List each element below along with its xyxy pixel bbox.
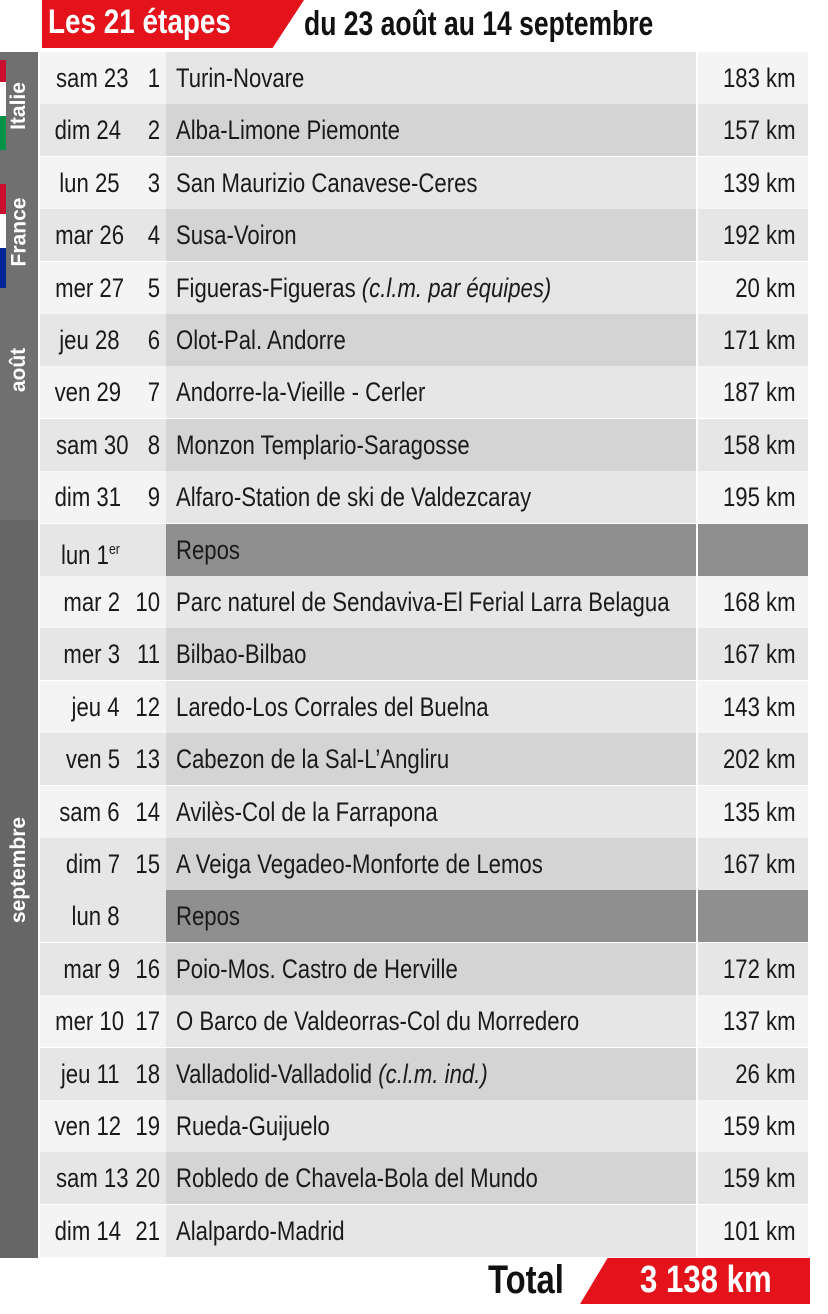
table-row [40, 419, 808, 471]
stage-route-text: Valladolid-Valladolid [176, 1058, 379, 1089]
stage-route-text: Figueras-Figueras [176, 272, 362, 303]
stage-date-text: ven 5 [65, 744, 120, 775]
stage-route-wrap [176, 104, 400, 156]
stage-date [40, 262, 125, 314]
stage-date-text: sam 13 [55, 1163, 129, 1194]
rest-row [40, 890, 808, 942]
stage-date [40, 471, 120, 523]
stage-route-text: San Maurizio Canavese-Ceres [176, 167, 478, 198]
stage-route-text: Repos [176, 534, 240, 565]
stage-number [126, 262, 160, 314]
stage-number [126, 52, 160, 104]
stage-route-text: Alba-Limone Piemonte [176, 115, 400, 146]
stage-distance [700, 209, 796, 261]
table-row [40, 786, 808, 838]
stage-number-text: 15 [135, 849, 160, 879]
stage-route-text: Repos [176, 901, 240, 932]
stage-number [126, 1205, 160, 1257]
stage-date-text: jeu 11 [61, 1058, 120, 1089]
label-france: France [7, 197, 30, 267]
header [0, 0, 828, 50]
table-row [40, 104, 808, 156]
stage-date [40, 1048, 120, 1100]
stage-distance [700, 576, 796, 628]
page-subtitle: du 23 août au 14 septembre [304, 5, 654, 43]
stage-number [126, 1152, 160, 1204]
stage-distance [700, 786, 796, 838]
stage-route-text: Cabezon de la Sal-L’Angliru [176, 744, 450, 775]
stage-distance [700, 733, 796, 785]
stage-number [126, 524, 160, 576]
stage-distance-text: 167 km [723, 639, 796, 670]
label-aout: août [7, 347, 31, 393]
stage-distance-text: 159 km [723, 1163, 796, 1194]
stage-number-text: 6 [147, 325, 160, 355]
stage-date-text: lun 25 [59, 167, 120, 198]
stage-number-text: 11 [137, 639, 160, 670]
stage-date-text: ven 29 [54, 377, 122, 408]
stage-date-text: mar 9 [63, 953, 120, 984]
stage-date-text: jeu 28 [59, 325, 120, 355]
stage-number-text: 16 [135, 953, 160, 984]
stage-route-text: Poio-Mos. Castro de Herville [176, 953, 458, 984]
table-row [40, 262, 808, 314]
table-row [40, 733, 808, 785]
stage-route-wrap [176, 943, 458, 995]
stage-date [40, 104, 120, 156]
stage-date-text: lun 8 [71, 901, 120, 932]
table-row [40, 366, 808, 418]
stage-route-wrap [176, 262, 551, 314]
stage-route [176, 943, 696, 995]
stage-number [126, 786, 160, 838]
stage-route-wrap [176, 209, 297, 261]
stage-number [126, 471, 160, 523]
stage-route-wrap [176, 1048, 488, 1100]
stage-route [176, 1048, 696, 1100]
stage-distance [700, 262, 796, 314]
stage-distance [700, 524, 796, 576]
stage-route-text: Avilès-Col de la Farrapona [176, 796, 438, 827]
stage-date [40, 1100, 120, 1152]
stage-number [126, 890, 160, 942]
stage-date-text: jeu 4 [71, 691, 120, 722]
stage-date-text: sam 30 [55, 429, 129, 460]
side-label-septembre [0, 790, 38, 950]
stage-number-text: 19 [135, 1111, 160, 1141]
stage-date-wrap [61, 524, 120, 581]
side-label-france [0, 182, 38, 282]
table-row [40, 1152, 808, 1204]
stage-route-text: Alalpardo-Madrid [176, 1215, 345, 1246]
stage-date [40, 890, 120, 942]
stage-route-wrap [176, 576, 670, 628]
stage-date [40, 209, 125, 261]
stage-date-text: sam 23 [55, 63, 129, 93]
stage-date-text: mar 26 [55, 220, 125, 251]
stage-date [40, 1205, 120, 1257]
table-row [40, 157, 808, 209]
table-row [40, 995, 808, 1047]
table-row [40, 681, 808, 733]
stage-number-text: 10 [135, 587, 160, 617]
stage-number-text: 7 [147, 377, 160, 408]
stage-route-wrap [176, 628, 306, 680]
stage-distance [700, 681, 796, 733]
stage-date [40, 524, 120, 576]
stage-distance-text: 26 km [735, 1058, 796, 1089]
stage-number-text: 9 [147, 482, 160, 513]
stage-number-text: 12 [135, 691, 160, 722]
stage-distance-text: 157 km [723, 115, 796, 146]
stage-route-text: Rueda-Guijuelo [176, 1111, 330, 1141]
stage-date-text: dim 7 [65, 849, 120, 879]
stage-route-text: Olot-Pal. Andorre [176, 325, 346, 355]
stage-route-wrap [176, 786, 438, 838]
stage-route-wrap [176, 838, 543, 890]
stage-date [40, 786, 120, 838]
stage-date-text: lun 1 [61, 539, 110, 570]
table-row [40, 943, 808, 995]
stage-route-text: Turin-Novare [176, 63, 305, 93]
stage-number [126, 104, 160, 156]
stage-date-text: dim 14 [54, 1215, 122, 1246]
stage-route-wrap [176, 419, 470, 471]
stage-route [176, 366, 696, 418]
stage-date [40, 628, 120, 680]
stage-date-text: dim 24 [54, 115, 122, 146]
stage-route [176, 1100, 696, 1152]
stage-route [176, 524, 696, 576]
stage-route [176, 1205, 696, 1257]
stage-date [40, 52, 129, 104]
stage-number [126, 681, 160, 733]
table-row [40, 576, 808, 628]
stage-route-wrap [176, 1100, 330, 1152]
table-row [40, 628, 808, 680]
stage-distance-text: 158 km [723, 429, 796, 460]
stage-number [126, 1048, 160, 1100]
stage-number-text: 3 [147, 167, 160, 198]
stage-date-sup: er [109, 540, 120, 558]
side-label-italie [0, 60, 38, 152]
stage-date [40, 314, 120, 366]
stage-route [176, 838, 696, 890]
total-label: Total [488, 1258, 564, 1302]
stage-distance-text: 167 km [723, 849, 796, 879]
page-title: Les 21 étapes [48, 3, 231, 41]
stage-date [40, 366, 120, 418]
stage-route [176, 733, 696, 785]
stage-distance-text: 187 km [723, 377, 796, 408]
stage-route [176, 209, 696, 261]
stage-distance-text: 192 km [723, 220, 796, 251]
table-row [40, 209, 808, 261]
total-value: 3 138 km [640, 1259, 772, 1301]
stage-distance-text: 20 km [735, 272, 796, 303]
table-row [40, 314, 808, 366]
stage-distance-text: 159 km [723, 1111, 796, 1141]
stage-distance [700, 628, 796, 680]
table-row [40, 471, 808, 523]
stage-number-text: 2 [147, 115, 160, 146]
stage-distance [700, 157, 796, 209]
stage-note: (c.l.m. ind.) [378, 1058, 488, 1089]
stage-route [176, 471, 696, 523]
stage-number [126, 943, 160, 995]
stage-number-text: 20 [135, 1163, 160, 1194]
stage-distance [700, 104, 796, 156]
stage-distance [700, 1100, 796, 1152]
stage-number [126, 366, 160, 418]
stage-route [176, 786, 696, 838]
table-row [40, 838, 808, 890]
stage-number [126, 157, 160, 209]
stage-route-wrap [176, 52, 304, 104]
stage-route-text: A Veiga Vegadeo-Monforte de Lemos [176, 849, 543, 879]
stage-distance-text: 135 km [723, 796, 796, 827]
stage-route [176, 1152, 696, 1204]
stage-date-text: mar 2 [63, 587, 120, 617]
stage-number [126, 628, 160, 680]
stage-route-wrap [176, 681, 489, 733]
stage-distance-text: 172 km [723, 953, 796, 984]
table-row [40, 1205, 808, 1257]
stage-number-text: 14 [135, 796, 160, 827]
stage-number-text: 13 [135, 744, 160, 775]
stage-route-wrap [176, 1152, 538, 1204]
stage-distance [700, 838, 796, 890]
stage-number-text: 8 [147, 429, 160, 460]
table-row [40, 52, 808, 104]
stage-route [176, 314, 696, 366]
stage-distance-text: 202 km [723, 744, 796, 775]
stage-number [126, 209, 160, 261]
stage-distance-text: 101 km [723, 1215, 796, 1246]
stage-number [126, 733, 160, 785]
stage-distance-text: 183 km [723, 63, 796, 93]
stage-route-wrap [176, 471, 531, 523]
stage-route-wrap [176, 995, 579, 1047]
stage-route [176, 52, 696, 104]
stage-distance-text: 168 km [723, 587, 796, 617]
stage-date [40, 995, 125, 1047]
stage-distance-text: 143 km [723, 691, 796, 722]
stage-route-text: Laredo-Los Corrales del Buelna [176, 691, 489, 722]
stage-number-text: 4 [147, 220, 160, 251]
stage-date [40, 838, 120, 890]
stage-distance-text: 171 km [723, 325, 796, 355]
stage-route-text: Monzon Templario-Saragosse [176, 429, 470, 460]
stage-date-text: ven 12 [54, 1111, 122, 1141]
stage-distance-text: 137 km [723, 1006, 796, 1037]
stage-route-text: Andorre-la-Vieille - Cerler [176, 377, 426, 408]
stage-route-text: Robledo de Chavela-Bola del Mundo [176, 1163, 538, 1194]
stage-date-text: mer 3 [63, 639, 120, 670]
stage-date [40, 681, 120, 733]
stage-route-text: Alfaro-Station de ski de Valdezcaray [176, 482, 532, 513]
stage-distance-text: 195 km [723, 482, 796, 513]
stage-route-wrap [176, 890, 240, 942]
stage-date [40, 419, 129, 471]
label-italie: Italie [7, 82, 31, 130]
stage-route-text: Parc naturel de Sendaviva-El Ferial Larra Belagua [176, 587, 670, 617]
stage-date-text: mer 10 [55, 1006, 125, 1037]
stage-number-text: 21 [135, 1215, 160, 1246]
stage-note: (c.l.m. par équipes) [361, 272, 552, 303]
stage-distance [700, 890, 796, 942]
stage-distance [700, 419, 796, 471]
stage-number [126, 1100, 160, 1152]
stage-route-text: O Barco de Valdeorras-Col du Morredero [176, 1006, 580, 1037]
stage-number [126, 576, 160, 628]
stage-date [40, 157, 120, 209]
stage-distance [700, 995, 796, 1047]
stage-date-text: dim 31 [54, 482, 122, 513]
stage-distance [700, 314, 796, 366]
stage-date [40, 943, 120, 995]
table-row [40, 1100, 808, 1152]
stage-number [126, 838, 160, 890]
stage-route [176, 419, 696, 471]
stage-route [176, 576, 696, 628]
stage-route-wrap [176, 314, 346, 366]
stage-route [176, 628, 696, 680]
stage-date-text: sam 6 [59, 796, 120, 827]
stage-route [176, 157, 696, 209]
stage-number-text: 1 [147, 63, 160, 93]
stage-number [126, 419, 160, 471]
rest-row [40, 524, 808, 576]
table-row [40, 1048, 808, 1100]
stage-distance [700, 471, 796, 523]
stage-date [40, 576, 120, 628]
stage-route-wrap [176, 524, 240, 576]
stage-number-text: 5 [147, 272, 160, 303]
stage-route [176, 262, 696, 314]
stage-distance [700, 1152, 796, 1204]
stage-route-text: Susa-Voiron [176, 220, 297, 251]
stage-route [176, 104, 696, 156]
stage-distance-text: 139 km [723, 167, 796, 198]
stage-distance [700, 52, 796, 104]
stage-distance [700, 366, 796, 418]
label-septembre: septembre [7, 816, 30, 924]
stage-number [126, 314, 160, 366]
stage-distance [700, 1048, 796, 1100]
stage-route [176, 890, 696, 942]
stage-route [176, 995, 696, 1047]
stage-distance [700, 1205, 796, 1257]
stage-route-wrap [176, 733, 449, 785]
stage-route-wrap [176, 1205, 345, 1257]
stage-date [40, 1152, 129, 1204]
stage-route-wrap [176, 366, 425, 418]
stage-route [176, 681, 696, 733]
stage-number [126, 995, 160, 1047]
stage-number-text: 17 [135, 1006, 160, 1037]
stage-route-wrap [176, 157, 477, 209]
stage-date [40, 733, 120, 785]
side-label-aout [0, 330, 38, 410]
stage-distance [700, 943, 796, 995]
stage-number-text: 18 [135, 1058, 160, 1089]
stage-route-text: Bilbao-Bilbao [176, 639, 307, 670]
stage-date-text: mer 27 [55, 272, 125, 303]
